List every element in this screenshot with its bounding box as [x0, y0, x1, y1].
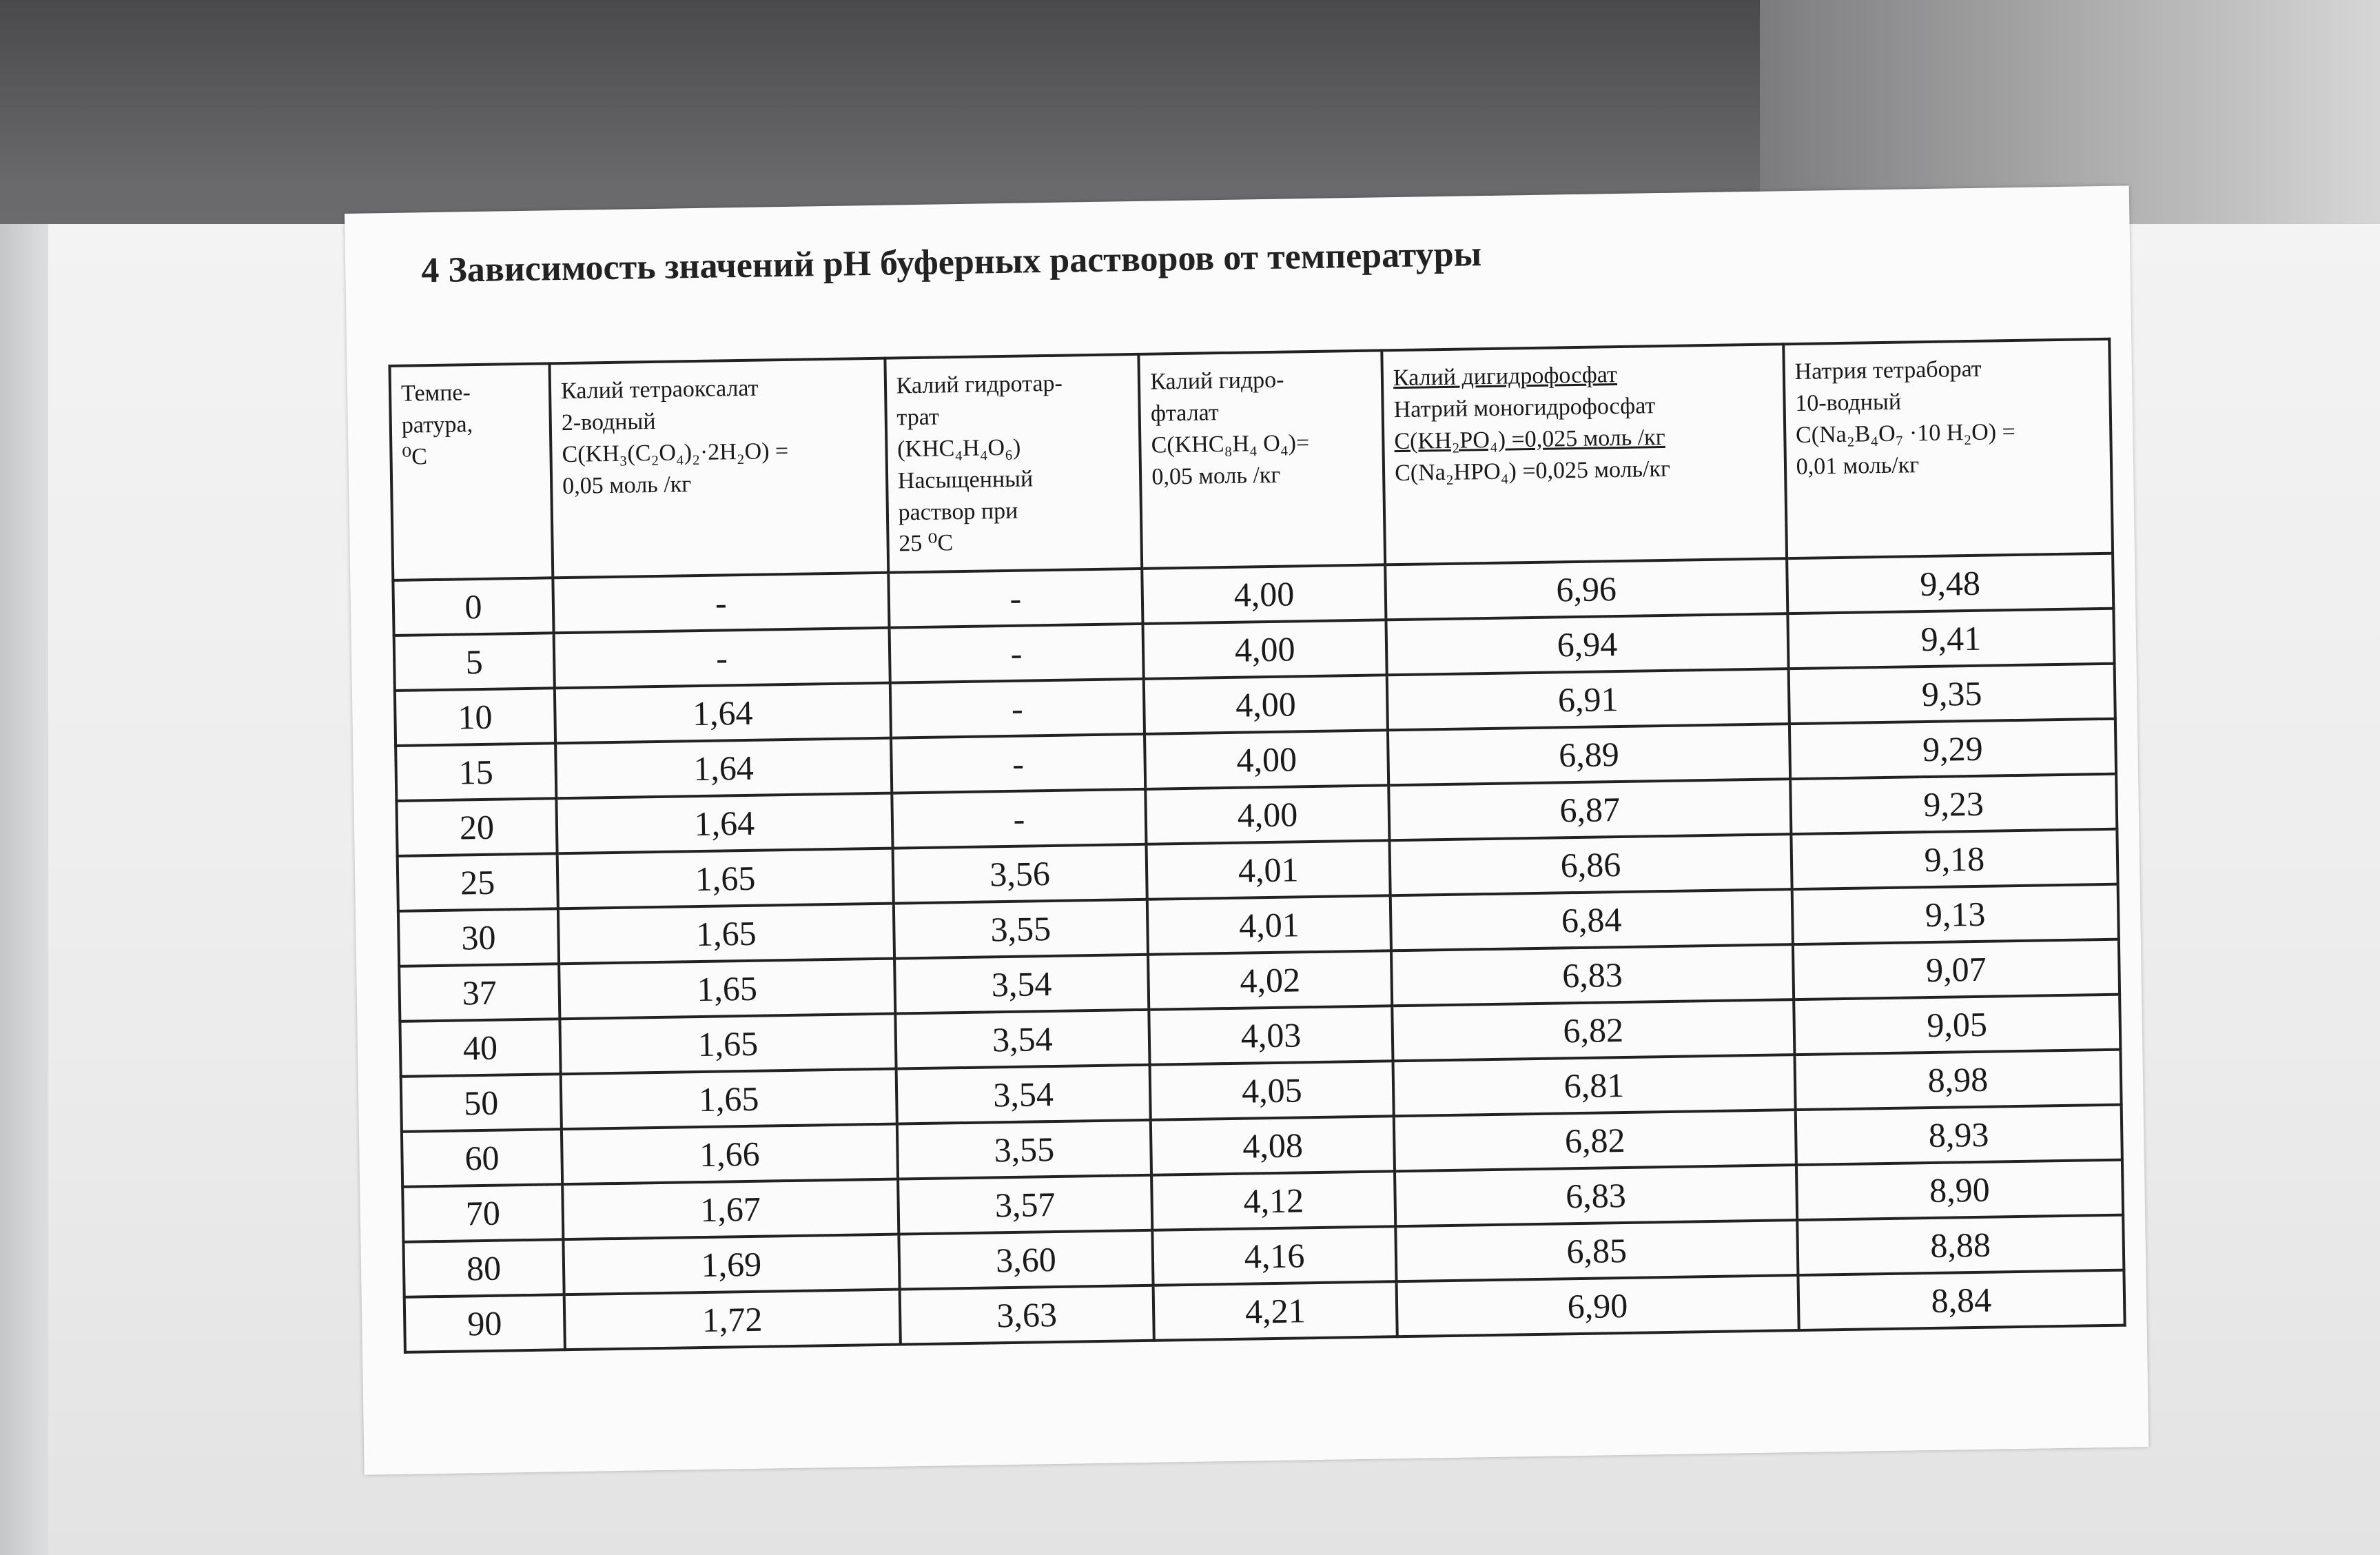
header-line: Калий гидро- [1149, 367, 1284, 395]
header-line: Натрий моногидрофосфат [1393, 393, 1656, 423]
cell-phosphate: 6,91 [1387, 669, 1789, 731]
cell-hydrotartrate: 3,55 [894, 900, 1149, 959]
cell-hydrophthalate: 4,12 [1151, 1172, 1395, 1231]
cell-hydrophthalate: 4,00 [1145, 731, 1388, 790]
cell-tetraborate: 9,07 [1793, 939, 2120, 999]
cell-hydrophthalate: 4,03 [1149, 1006, 1393, 1066]
cell-temperature: 70 [402, 1185, 563, 1243]
cell-temperature: 10 [395, 689, 555, 746]
cell-temperature: 25 [398, 854, 558, 912]
sheet-title: 4 Зависимость значений рН буферных растворов от температуры [420, 234, 1482, 291]
cell-phosphate: 6,82 [1394, 1110, 1796, 1171]
cell-temperature: 5 [394, 633, 555, 691]
header-line: C(Na₂HPO₄) =0,025 моль/кг [1394, 456, 1671, 486]
header-line: 2-водный [561, 408, 656, 436]
cell-tetraborate: 9,41 [1787, 609, 2114, 669]
header-line: Калий гидротар- [896, 370, 1063, 399]
cell-hydrotartrate: - [888, 569, 1143, 628]
header-line: C(KH₃(C₂O₄)₂·2H₂O) = [562, 438, 789, 467]
cell-tetraborate: 8,90 [1796, 1160, 2123, 1220]
cell-tetraborate: 9,18 [1791, 829, 2117, 889]
cell-hydrophthalate: 4,05 [1150, 1061, 1394, 1121]
cell-hydrotartrate: 3,54 [894, 955, 1149, 1014]
header-temperature [389, 363, 553, 580]
cell-phosphate: 6,94 [1386, 614, 1788, 675]
header-potassium-hydrophthalate [1139, 350, 1386, 569]
cell-hydrotartrate: - [890, 679, 1145, 738]
cell-temperature: 90 [404, 1295, 565, 1353]
cell-tetraborate: 9,13 [1792, 884, 2118, 944]
cell-temperature: 30 [398, 909, 559, 967]
cell-tetraoxalate: 1,64 [555, 738, 892, 799]
cell-hydrotartrate: 3,57 [898, 1175, 1153, 1234]
header-line: Натрия тетраборат [1794, 356, 1982, 385]
cell-tetraoxalate: 1,67 [562, 1179, 899, 1240]
header-line: Калий тетраоксалат [560, 375, 759, 405]
cell-temperature: 20 [396, 799, 557, 857]
cell-phosphate: 6,86 [1390, 834, 1792, 895]
cell-tetraoxalate: 1,65 [559, 959, 895, 1019]
cell-phosphate: 6,85 [1395, 1220, 1798, 1281]
cell-hydrotartrate: 3,54 [896, 1065, 1151, 1124]
cell-temperature: 80 [403, 1240, 564, 1298]
cell-tetraborate: 9,29 [1789, 719, 2116, 779]
cell-hydrotartrate: 3,63 [899, 1285, 1154, 1345]
header-line: 25 ⁰С [899, 530, 954, 557]
cell-phosphate: 6,81 [1393, 1055, 1796, 1116]
cell-hydrophthalate: 4,21 [1153, 1282, 1397, 1341]
cell-temperature: 60 [402, 1130, 562, 1188]
cell-hydrotartrate: 3,55 [897, 1120, 1152, 1179]
cell-hydrophthalate: 4,01 [1147, 841, 1391, 900]
cell-tetraoxalate: 1,65 [560, 1014, 896, 1075]
cell-tetraoxalate: 1,69 [563, 1234, 899, 1295]
cell-hydrotartrate: - [891, 734, 1146, 793]
header-line: 0,05 моль /кг [562, 471, 692, 499]
cell-hydrotartrate: 3,60 [899, 1230, 1153, 1290]
cell-tetraoxalate: 1,65 [558, 904, 894, 964]
cell-temperature: 37 [399, 964, 560, 1022]
table-header-row [389, 339, 2113, 581]
cell-phosphate: 6,83 [1395, 1165, 1797, 1226]
header-line: 0,01 моль/кг [1796, 451, 1920, 480]
cell-hydrophthalate: 4,00 [1142, 565, 1386, 624]
cell-hydrophthalate: 4,08 [1151, 1117, 1395, 1176]
cell-tetraborate: 8,93 [1795, 1105, 2122, 1165]
cell-hydrotartrate: - [889, 624, 1144, 683]
header-line: ⁰С [402, 443, 428, 470]
cell-tetraborate: 8,84 [1798, 1270, 2124, 1330]
cell-hydrophthalate: 4,01 [1147, 896, 1391, 955]
header-line: Темпе- [400, 380, 471, 407]
cell-hydrophthalate: 4,00 [1143, 620, 1387, 680]
cell-hydrotartrate: - [892, 789, 1147, 848]
header-line: ратура, [401, 411, 473, 438]
header-line: Калий дигидрофосфат [1393, 362, 1618, 392]
cell-tetraoxalate: 1,66 [562, 1124, 898, 1185]
cell-tetraoxalate: 1,64 [555, 683, 891, 744]
cell-hydrophthalate: 4,16 [1153, 1227, 1397, 1286]
header-line: раствор при [898, 498, 1018, 525]
header-line: Насыщенный [897, 466, 1034, 494]
cell-phosphate: 6,89 [1388, 724, 1790, 786]
cell-tetraborate: 9,35 [1788, 664, 2115, 724]
header-sodium-tetraborate [1783, 339, 2113, 559]
ph-buffer-table [388, 338, 2126, 1354]
cabinet-edge [0, 224, 48, 1555]
header-line: 0,05 моль /кг [1151, 462, 1281, 490]
cell-tetraoxalate: - [553, 573, 889, 633]
cell-tetraborate: 9,48 [1787, 553, 2113, 613]
cell-phosphate: 6,96 [1385, 559, 1787, 620]
cell-tetraborate: 8,98 [1794, 1050, 2121, 1110]
cell-tetraoxalate: 1,72 [564, 1290, 901, 1350]
table-body [393, 553, 2124, 1352]
cell-tetraborate: 9,05 [1794, 995, 2120, 1055]
cell-temperature: 0 [393, 578, 553, 636]
cell-hydrophthalate: 4,02 [1148, 951, 1392, 1010]
cell-tetraoxalate: - [554, 628, 890, 689]
header-line: 10-водный [1795, 389, 1902, 416]
cell-tetraoxalate: 1,65 [561, 1069, 897, 1130]
cell-hydrophthalate: 4,00 [1146, 786, 1390, 845]
cell-phosphate: 6,87 [1388, 779, 1791, 840]
cell-hydrotartrate: 3,54 [895, 1010, 1150, 1069]
cell-temperature: 50 [401, 1075, 562, 1132]
cell-tetraoxalate: 1,65 [557, 848, 894, 909]
cell-tetraborate: 9,23 [1790, 774, 2117, 834]
cell-phosphate: 6,83 [1391, 944, 1794, 1006]
cell-hydrotartrate: 3,56 [892, 844, 1147, 904]
cell-phosphate: 6,84 [1391, 889, 1793, 951]
cell-phosphate: 6,90 [1397, 1275, 1799, 1337]
header-potassium-hydrotartrate [885, 354, 1142, 573]
laminated-sheet [345, 185, 2148, 1474]
header-phosphate-buffer [1382, 344, 1787, 565]
header-line: C(KHC₈H₄ O₄)= [1151, 429, 1310, 458]
cell-temperature: 15 [396, 744, 556, 802]
header-line: C(Na₂B₄O₇ ·10 H₂O) = [1795, 418, 2016, 448]
cell-temperature: 40 [400, 1019, 560, 1077]
header-potassium-tetraoxalate [549, 358, 888, 578]
cell-hydrophthalate: 4,00 [1144, 675, 1388, 735]
header-line: C(KH₂PO₄) =0,025 моль /кг [1394, 424, 1665, 454]
header-line: трат [896, 404, 940, 431]
header-line: (KHC₄H₄O₆) [896, 434, 1021, 463]
header-line: фталат [1150, 400, 1219, 427]
cell-tetraborate: 8,88 [1797, 1215, 2124, 1275]
cell-phosphate: 6,82 [1392, 999, 1794, 1061]
cell-tetraoxalate: 1,64 [556, 793, 892, 854]
